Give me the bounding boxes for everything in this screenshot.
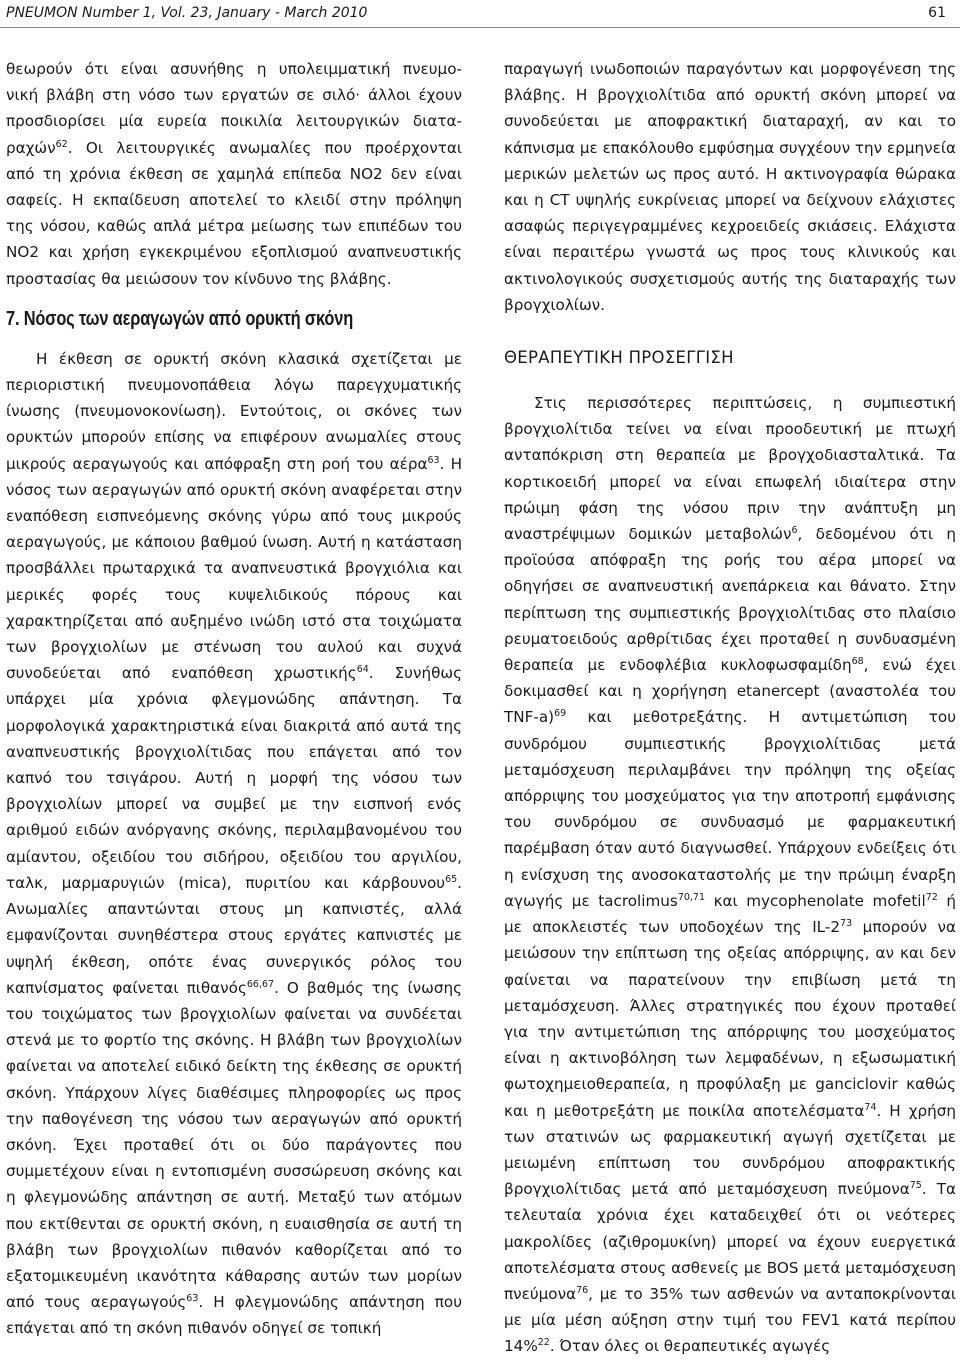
citation-ref: 75	[909, 1180, 922, 1192]
page-number: 61	[928, 5, 946, 21]
citation-ref: 62	[55, 138, 68, 150]
text-line: θεωρούν ότι είναι ασυνήθης η υπολειμματική πνευμο-	[6, 60, 462, 78]
header-rule	[0, 27, 960, 28]
citation-ref: 6	[791, 524, 798, 536]
text-line: της νόσου, καθώς απλά μέτρα μείωσης των επιπέδων του	[6, 217, 462, 236]
section-heading: 7. Νόσος των αεραγωγών από ορυκτή σκόνη	[6, 307, 354, 330]
citation-ref: 64	[356, 664, 369, 676]
journal-citation: PNEUMON Number 1, Vol. 23, January - March 2010	[6, 5, 368, 21]
intro-paragraph	[6, 56, 462, 292]
citation-ref: 63	[186, 1293, 199, 1305]
citation-ref: 74	[864, 1101, 877, 1113]
section-paragraph: Η έκθεση σε ορυκτή σκόνη κλασικά σχετίζεται με περιοριστική πνευμονοπάθεια λόγω παρεγχυματικής ίνωσης (πνευμονοκονίωση). Εντούτοις, οι σκόνες των ορυκτών μπορούν επίσης να επιφέρουν ανωμαλίες στους μικρούς αεραγωγούς και απόφραξη στη ροή του αέρα$^{63}$. Η νόσος των αεραγωγών από ορυκτή σκόνη αναφέρεται στην εναπόθεση εισπνεόμενης σκόνης γύρω από τους μικρούς αεραγωγούς, με κάποιου βαθμού ίνωση. Αυτή η κατάσταση προσβάλλει πρωταρχικά τα αναπνευστικά βρογχιόλια και μερικές φορές τους κυψελιδικούς πόρους και χαρακτηρίζεται από αυξημένο ινώδη ιστό στα τοιχώματα των βρογχιολίων με στένωση του αυλού και συχνά συνοδεύεται από εναπόθεση χρωστικής$^{64}$. Συνήθως υπάρχει μία χρόνια φλεγμονώδης απάντηση. Τα μορφολογικά χαρακτηριστικά είναι διακριτά από αυτά της αναπνευστικής βρογχιολίτιδας που επάγεται από τον καπνό του τσιγάρου. Αυτή η μορφή της νόσου των βρογχιολίων μπορεί να συμβεί με την εισπνοή ενός αριθμού ειδών ανόργανης σκόνης, περιλαμβανομένου του αμίαντου, οξειδίου του σιδήρου, οξειδίου του αργιλίου, ταλκ, μαρμαρυγιών (mica), πυριτίου και κάρβουνου$^{65}$. Ανωμαλίες απαντώνται στους μη καπνιστές, αλλά εμφανίζονται συνηθέστερα στους εργάτες καπνιστές με υψηλή έκθεση, οπότε ένας συνεργικός ρόλος του καπνίσματος φαίνεται πιθανός$^{66,67}$. Ο βαθμός της ίνωσης του τοιχώματος των βρογχιολίων φαίνεται να συνδέεται στενά με το φορτίο της σκόνης. Η βλάβη των βρογχιολίων φαίνεται να αποτελεί ειδικό δείκτη της έκθεσης σε ορυκτή σκόνη. Υπάρχουν λίγες διαθέσιμες πληροφορίες ως προς την παθογένεση της νόσου των αεραγωγών από ορυκτή σκόνη. Έχει προταθεί ότι οι δύο παράγοντες που συμμετέχουν είναι η εντοπισμένη συσσώρευση σκόνης και η φλεγμονώδης απάντηση σε αυτή. Μεταξύ των ατόμων που εκτίθενται σε ορυκτή σκόνη, η ευαισθησία σε αυτή τη βλάβη των βρογχιολίων πιθανόν καθορίζεται από το εξατομικευμένη ικανότητα κάθαρσης αυτών των μορίων από τους αεραγωγούς$^{63}$. Η φλεγμονώδης απάντηση που επάγεται από τη σκόνη πιθανόν οδηγεί σε τοπική	[6, 349, 462, 1338]
citation-ref: 68	[851, 656, 864, 667]
citation-ref: 66,67	[246, 978, 275, 990]
therapy-paragraph: Στις περισσότερες περιπτώσεις, η συμπιεστική βρογχιολίτιδα τείνει να είναι προοδευτική με πτωχή ανταπόκριση στη θεραπεία με βρογχοδιασταλτικά. Τα κορτικοειδή μπορεί να είναι επωφελή ιδιαίτερα στην πρώιμη φάση της νόσου πριν την ανάπτυξη μη αναστρέψιμων δομικών μεταβολών$^6$, δεδομένου ότι η προϊούσα απόφραξη της ροής του αέρα μπορεί να οδηγήσει σε αναπνευστική ανεπάρκεια και θάνατο. Στην περίπτωση της συμπιεστικής βρογχιολίτιδας στο πλαίσιο ρευματοειδούς αρθρίτιδας έχει προταθεί η συνδυασμένη θεραπεία με ενδοφλέβια κυκλοφωσφαμίδη$^{68}$, ενώ έχει δοκιμασθεί και η χορήγηση etanercept (αναστολέα του TNF-a)$^{69}$ και μεθοτρεξάτης. Η αντιμετώπιση του συνδρόμου συμπιεστικής βρογχιολίτιδας μετά μεταμόσχευση περιλαμβάνει την πρόληψη της οξείας απόρριψης του μοσχεύματος για την αποτροπή εμφάνισης του συνδρόμου σε συνδυασμό με φαρμακευτική παρέμβαση όταν αυτό διαγνωσθεί. Υπάρχουν ενδείξεις ότι η ενίσχυση της ανοσοκαταστολής με την πρώιμη έναρξη αγωγής με tacrolimus$^{70,71}$ και mycophenolate mofetil$^{72}$ ή με αποκλειστές των υποδοχέων της $IL-2^{73}$ μπορούν να μειώσουν την επίπτωση της οξείας απόρριψης, αν και δεν φαίνεται να παρατείνουν την επιβίωση μετά τη μεταμόσχευση. Άλλες στρατηγικές που έχουν προταθεί για την αντιμετώπιση της απόρριψης του μοσχεύματος είναι η ακτινοβόληση των λεμφαδένων, η εξωσωματική φωτοχημειοθεραπεία, η προφύλαξη με ganciclovir καθώς και η μεθοτρεξάτη με ποικίλα αποτελέσματα$^{74}$. Η χρήση των στατινών ως φαρμακευτική αγωγή σχετίζεται με μειωμένη επίπτωση του συνδρόμου αποφρακτικής βρογχιολίτιδας μετά από μεταμόσχευση πνεύμονα$^{75}$. Τα τελευταία χρόνια έχει καταδειχθεί ότι οι νεότερες μακρολίδες (αζιθρομυκίνη) μπορεί να έχουν ευεργετικά αποτελέσματα στους ασθενείς με BOS μετά μεταμόσχευση πνεύμονα$^{76}$, με το 35% των ασθενών να ανταποκρίνονται με μία μέση αύξηση στην τιμή του FEV1 κατά περίπου 14%$^{22}$. Όταν όλες οι θεραπευτικές αγωγές	[504, 394, 956, 1356]
text-line: σαφείς. Η εκπαίδευση αποτελεί το κλειδί στην πρόληψη	[6, 191, 462, 210]
citation-ref: 63	[427, 454, 440, 466]
continuation-paragraph: παραγωγή ινωδοποιών παραγόντων και μορφογένεση της βλάβης. Η βρογχιολίτιδα από ορυκτή σκόνη μπορεί να συνοδεύεται με αποφρακτική διαταραχή, αν και το κάπνισμα με επακόλουθο εμφύσημα συγχέουν την ερμηνεία μερικών μελετών ως προς αυτό. Η ακτινογραφία θώρακα και η CT υψηλής ευκρίνειας μπορεί να δείχνουν ελάχιστες ασαφώς περιγεγραμμένες κεχροειδείς σκιάσεις. Ελάχιστα είναι περαιτέρω γνωστά ως προς τους κλινικούς και ακτινολογικούς συσχετισμούς αυτής της διαταραχής των βρογχιολίων.	[504, 60, 956, 314]
text-line: ΝΟ2 και χρήση εγκεκριμένου εξοπλισμού αναπνευστικής	[6, 243, 462, 262]
citation-ref: 76	[576, 1284, 589, 1296]
text-line: προστασίας θα μειώσουν τον κίνδυνο της βλάβης.	[6, 269, 392, 288]
left-column	[6, 56, 462, 1342]
citation-ref: 22	[537, 1337, 550, 1349]
citation-ref: 73	[840, 918, 853, 930]
citation-ref: 65	[445, 873, 458, 885]
citation-ref: 69	[554, 708, 567, 720]
text-line: από τη χρόνια έκθεση σε χαμηλά επίπεδα ΝΟ2 δεν είναι	[6, 164, 462, 183]
text-line: προσδιορίσει μία ευρεία ποικιλία λειτουργικών διατα-	[6, 112, 462, 131]
citation-ref: 70,71	[677, 891, 706, 903]
running-header	[0, 0, 960, 26]
right-column	[504, 56, 956, 1360]
text-line: νική βλάβη στη νόσο των εργατών σε σιλό· άλλοι έχουν	[6, 86, 462, 105]
section-heading-therapy: ΘΕΡΑΠΕΥΤΙΚΗ ΠΡΟΣΕΓΓΙΣΗ	[504, 348, 734, 368]
citation-ref: 72	[925, 891, 938, 903]
text-line: ραχών$^{62}$. Οι λειτουργικές ανωμαλίες που προέρχονται	[6, 138, 462, 157]
